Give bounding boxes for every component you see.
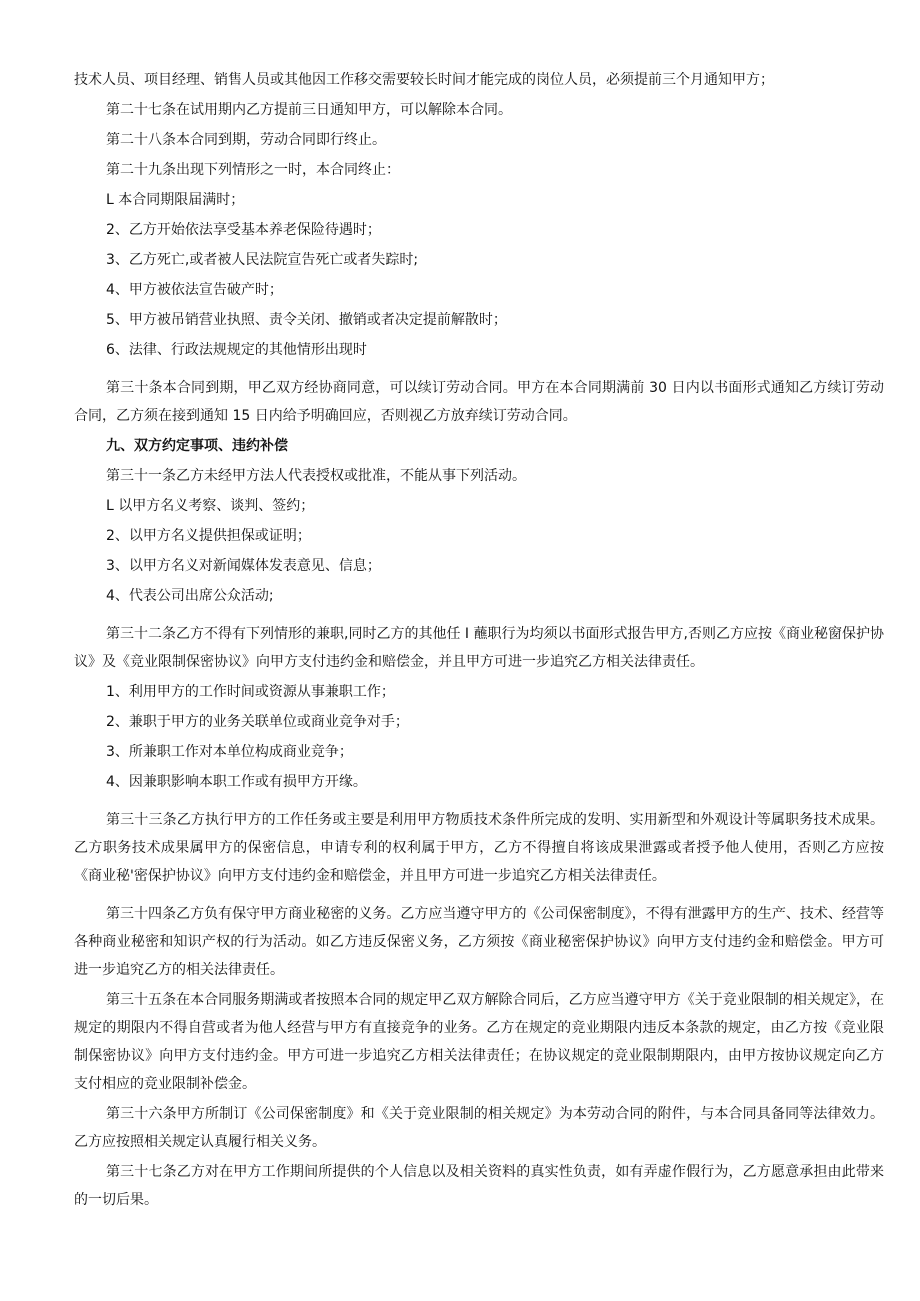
list-item: 4、因兼职影响本职工作或有损甲方开缘。 xyxy=(106,774,367,790)
list-item: 2、乙方开始依法享受基本养老保险待遇时； xyxy=(106,222,381,238)
list-item: 2、以甲方名义提供担保或证明； xyxy=(106,528,311,544)
paragraph-continuation: 技术人员、项目经理、销售人员或其他因工作移交需要较长时间才能完成的岗位人员，必须提前三个月通知甲方； xyxy=(74,72,774,88)
list-item: 4、甲方被依法宣告破产时； xyxy=(106,282,283,298)
list-item: 1、利用甲方的工作时间或资源从事兼职工作； xyxy=(106,684,395,700)
list-item: L 本合同期限届满时； xyxy=(106,192,245,208)
article-30: 第三十条本合同到期，甲乙双方经协商同意，可以续订劳动合同。甲方在本合同期满前 30 日内以书面形式通知乙方续订劳动合同，乙方须在接到通知 15 日内给予明确回应，否则视乙方放弃续订劳动合同。 xyxy=(74,380,884,424)
article-28: 第二十八条本合同到期，劳动合同即行终止。 xyxy=(106,132,386,148)
article-35: 第三十五条在本合同服务期满或者按照本合同的规定甲乙双方解除合同后，乙方应当遵守甲方《关于竞业限制的相关规定》，在规定的期限内不得自营或者为他人经营与甲方有直接竞争的业务。乙方在规定的竞业期限内违反本条款的规定，由乙方按《竞业限制保密协议》向甲方支付违约金。甲方可进一步追究乙方相关法律责任；在协议规定的竞业限制期限内，由甲方按协议规定向乙方支付相应的竞业限制补偿金。 xyxy=(74,992,884,1092)
list-item: 3、以甲方名义对新闻媒体发表意见、信息； xyxy=(106,558,381,574)
list-item: 6、法律、行政法规规定的其他情形出现时 xyxy=(106,342,367,358)
article-33: 第三十三条乙方执行甲方的工作任务或主要是利用甲方物质技术条件所完成的发明、实用新型和外观设计等属职务技术成果。乙方职务技术成果属甲方的保密信息，申请专利的权利属于甲方，乙方不得擅自将该成果泄露或者授予他人使用，否则乙方应按《商业秘'密保护协议》向甲方支付违约金和赔偿金，并且甲方可进一步追究乙方相关法律责任。 xyxy=(74,812,884,884)
list-item: 5、甲方被吊销营业执照、责令关闭、撤销或者决定提前解散时； xyxy=(106,312,507,328)
article-34: 第三十四条乙方负有保守甲方商业秘密的义务。乙方应当遵守甲方的《公司保密制度》，不得有泄露甲方的生产、技术、经营等各种商业秘密和知识产权的行为活动。如乙方违反保密义务，乙方须按《商业秘密保护协议》向甲方支付违约金和赔偿金。甲方可进一步追究乙方的相关法律责任。 xyxy=(74,906,884,978)
article-37: 第三十七条乙方对在甲方工作期间所提供的个人信息以及相关资料的真实性负责，如有弄虚作假行为，乙方愿意承担由此带来的一切后果。 xyxy=(74,1164,884,1208)
article-32: 第三十二条乙方不得有下列情形的兼职,同时乙方的其他任 I 蘸职行为均须以书面形式报告甲方,否则乙方应按《商业秘窗保护协议》及《竞业限制保密协议》向甲方支付违约金和赔偿金，并且甲方可进一步追究乙方相关法律责任。 xyxy=(74,626,884,670)
article-36: 第三十六条甲方所制订《公司保密制度》和《关于竞业限制的相关规定》为本劳动合同的附件，与本合同具备同等法律效力。乙方应按照相关规定认真履行相关义务。 xyxy=(74,1106,884,1150)
list-item: L 以甲方名义考察、谈判、签约； xyxy=(106,498,315,514)
list-item: 2、兼职于甲方的业务关联单位或商业竞争对手； xyxy=(106,714,409,730)
contract-body xyxy=(74,66,884,1214)
article-29: 第二十九条出现下列情形之一时，本合同终止： xyxy=(106,162,400,178)
list-item: 3、所兼职工作对本单位构成商业竞争； xyxy=(106,744,353,760)
article-27: 第二十七条在试用期内乙方提前三日通知甲方，可以解除本合同。 xyxy=(106,102,512,118)
article-31: 第三十一条乙方未经甲方法人代表授权或批准，不能从事下列活动。 xyxy=(106,468,526,484)
list-item: 4、代表公司出席公众活动; xyxy=(106,588,274,604)
list-item: 3、乙方死亡,或者被人民法院宣告死亡或者失踪时; xyxy=(106,252,419,268)
section-heading: 九、双方约定事项、违约补偿 xyxy=(106,438,288,454)
